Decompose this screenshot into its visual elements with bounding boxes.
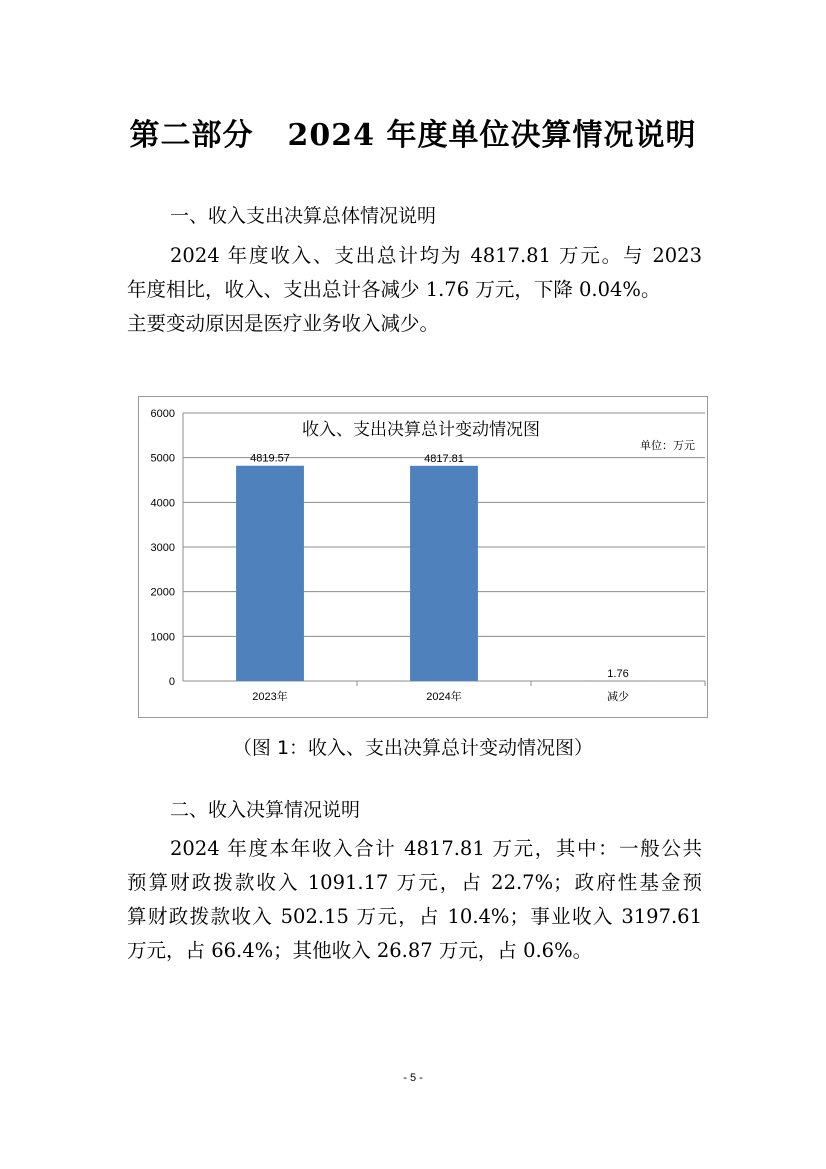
figure-caption: （图 1：收入、支出决算总计变动情况图） <box>232 737 594 759</box>
chart-svg <box>139 397 707 717</box>
x-tick-label: 减少 <box>607 691 629 703</box>
data-label: 1.76 <box>607 667 629 680</box>
y-tick-label: 0 <box>168 676 175 688</box>
section2-line4: 万元，占 66.4%；其他收入 26.87 万元，占 0.6%。 <box>127 939 593 962</box>
y-tick-label: 2000 <box>150 586 175 599</box>
section2-paragraph <box>127 832 702 968</box>
section1-paragraph <box>127 239 702 341</box>
section1-line3: 主要变动原因是医疗业务收入减少。 <box>127 312 440 335</box>
page-number: - 5 - <box>403 1072 423 1084</box>
y-tick-label: 3000 <box>150 542 175 554</box>
section2-line3: 算财政拨款收入 502.15 万元，占 10.4%；事业收入 3197.61 <box>127 905 702 928</box>
x-tick-label: 2024年 <box>426 691 462 703</box>
chart-unit-label: 单位：万元 <box>640 439 695 452</box>
y-tick-label: 6000 <box>150 408 175 420</box>
title-main: 2024 年度单位决算情况说明 <box>287 118 697 153</box>
section1-line2: 年度相比，收入、支出总计各减少 1.76 万元，下降 0.04%。 <box>127 278 661 301</box>
data-label: 4819.57 <box>250 452 290 465</box>
section2-line2: 预算财政拨款收入 1091.17 万元，占 22.7%；政府性基金预 <box>127 871 702 894</box>
bar <box>236 466 304 681</box>
y-tick-label: 1000 <box>150 631 175 644</box>
section1-line1: 2024 年度收入、支出总计均为 4817.81 万元。与 2023 <box>170 244 702 267</box>
bar <box>410 466 478 681</box>
title-part: 第二部分 <box>129 118 254 153</box>
page-title <box>0 110 826 154</box>
section2-line1: 2024 年度本年收入合计 4817.81 万元，其中：一般公共 <box>170 837 702 860</box>
x-tick-label: 2023年 <box>252 691 288 703</box>
data-label: 4817.81 <box>424 452 464 465</box>
section1-heading: 一、收入支出决算总体情况说明 <box>170 205 437 227</box>
bar-chart <box>138 396 708 718</box>
y-tick-label: 4000 <box>150 497 175 510</box>
chart-title: 收入、支出决算总计变动情况图 <box>302 420 540 440</box>
y-tick-label: 5000 <box>150 452 175 465</box>
section2-heading: 二、收入决算情况说明 <box>170 799 361 821</box>
